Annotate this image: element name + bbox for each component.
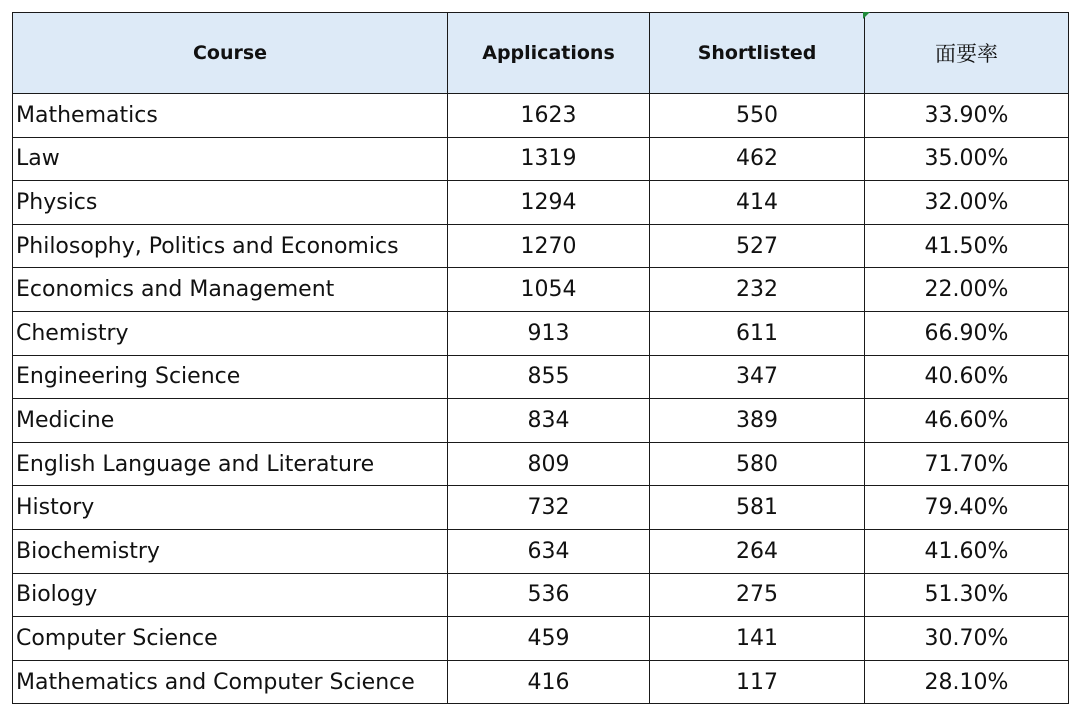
course-cell[interactable]: Medicine (13, 399, 448, 443)
applications-cell[interactable]: 459 (448, 617, 650, 661)
shortlisted-cell[interactable]: 347 (650, 355, 865, 399)
course-cell[interactable]: History (13, 486, 448, 530)
applications-cell[interactable]: 1294 (448, 181, 650, 225)
applications-cell[interactable]: 913 (448, 311, 650, 355)
applications-table (12, 12, 1069, 704)
table-row (13, 486, 1069, 530)
shortlisted-cell[interactable]: 389 (650, 399, 865, 443)
header-row (13, 13, 1069, 94)
course-cell[interactable]: Biology (13, 573, 448, 617)
table-row (13, 617, 1069, 661)
spreadsheet-table (12, 12, 1068, 704)
rate-cell[interactable]: 30.70% (865, 617, 1069, 661)
table-row (13, 224, 1069, 268)
shortlisted-cell[interactable]: 264 (650, 529, 865, 573)
course-cell[interactable]: Computer Science (13, 617, 448, 661)
table-row (13, 660, 1069, 704)
applications-cell[interactable]: 416 (448, 660, 650, 704)
rate-cell[interactable]: 35.00% (865, 137, 1069, 181)
shortlisted-cell[interactable]: 580 (650, 442, 865, 486)
shortlisted-cell[interactable]: 414 (650, 181, 865, 225)
applications-cell[interactable]: 732 (448, 486, 650, 530)
table-row (13, 442, 1069, 486)
rate-cell[interactable]: 79.40% (865, 486, 1069, 530)
rate-cell[interactable]: 33.90% (865, 94, 1069, 138)
header-rate[interactable]: 面要率 (865, 13, 1069, 94)
shortlisted-cell[interactable]: 232 (650, 268, 865, 312)
course-cell[interactable]: Engineering Science (13, 355, 448, 399)
table-row (13, 181, 1069, 225)
course-cell[interactable]: Mathematics and Computer Science (13, 660, 448, 704)
applications-cell[interactable]: 1054 (448, 268, 650, 312)
table-row (13, 311, 1069, 355)
rate-cell[interactable]: 41.60% (865, 529, 1069, 573)
course-cell[interactable]: Physics (13, 181, 448, 225)
table-row (13, 573, 1069, 617)
shortlisted-cell[interactable]: 550 (650, 94, 865, 138)
table-row (13, 399, 1069, 443)
course-cell[interactable]: Mathematics (13, 94, 448, 138)
rate-cell[interactable]: 71.70% (865, 442, 1069, 486)
shortlisted-cell[interactable]: 527 (650, 224, 865, 268)
table-body (13, 94, 1069, 704)
rate-cell[interactable]: 66.90% (865, 311, 1069, 355)
rate-cell[interactable]: 28.10% (865, 660, 1069, 704)
shortlisted-cell[interactable]: 611 (650, 311, 865, 355)
rate-cell[interactable]: 51.30% (865, 573, 1069, 617)
applications-cell[interactable]: 536 (448, 573, 650, 617)
rate-cell[interactable]: 22.00% (865, 268, 1069, 312)
table-row (13, 94, 1069, 138)
course-cell[interactable]: Philosophy, Politics and Economics (13, 224, 448, 268)
applications-cell[interactable]: 1270 (448, 224, 650, 268)
rate-cell[interactable]: 32.00% (865, 181, 1069, 225)
shortlisted-cell[interactable]: 275 (650, 573, 865, 617)
applications-cell[interactable]: 834 (448, 399, 650, 443)
applications-cell[interactable]: 1319 (448, 137, 650, 181)
header-applications[interactable]: Applications (448, 13, 650, 94)
course-cell[interactable]: English Language and Literature (13, 442, 448, 486)
rate-cell[interactable]: 46.60% (865, 399, 1069, 443)
rate-cell[interactable]: 41.50% (865, 224, 1069, 268)
shortlisted-cell[interactable]: 141 (650, 617, 865, 661)
table-row (13, 529, 1069, 573)
shortlisted-cell[interactable]: 117 (650, 660, 865, 704)
comment-indicator-icon (863, 12, 870, 19)
table-row (13, 137, 1069, 181)
shortlisted-cell[interactable]: 462 (650, 137, 865, 181)
course-cell[interactable]: Economics and Management (13, 268, 448, 312)
applications-cell[interactable]: 809 (448, 442, 650, 486)
course-cell[interactable]: Law (13, 137, 448, 181)
applications-cell[interactable]: 1623 (448, 94, 650, 138)
course-cell[interactable]: Chemistry (13, 311, 448, 355)
course-cell[interactable]: Biochemistry (13, 529, 448, 573)
applications-cell[interactable]: 634 (448, 529, 650, 573)
applications-cell[interactable]: 855 (448, 355, 650, 399)
header-shortlisted[interactable]: Shortlisted (650, 13, 865, 94)
rate-cell[interactable]: 40.60% (865, 355, 1069, 399)
table-row (13, 268, 1069, 312)
table-row (13, 355, 1069, 399)
header-course[interactable]: Course (13, 13, 448, 94)
shortlisted-cell[interactable]: 581 (650, 486, 865, 530)
